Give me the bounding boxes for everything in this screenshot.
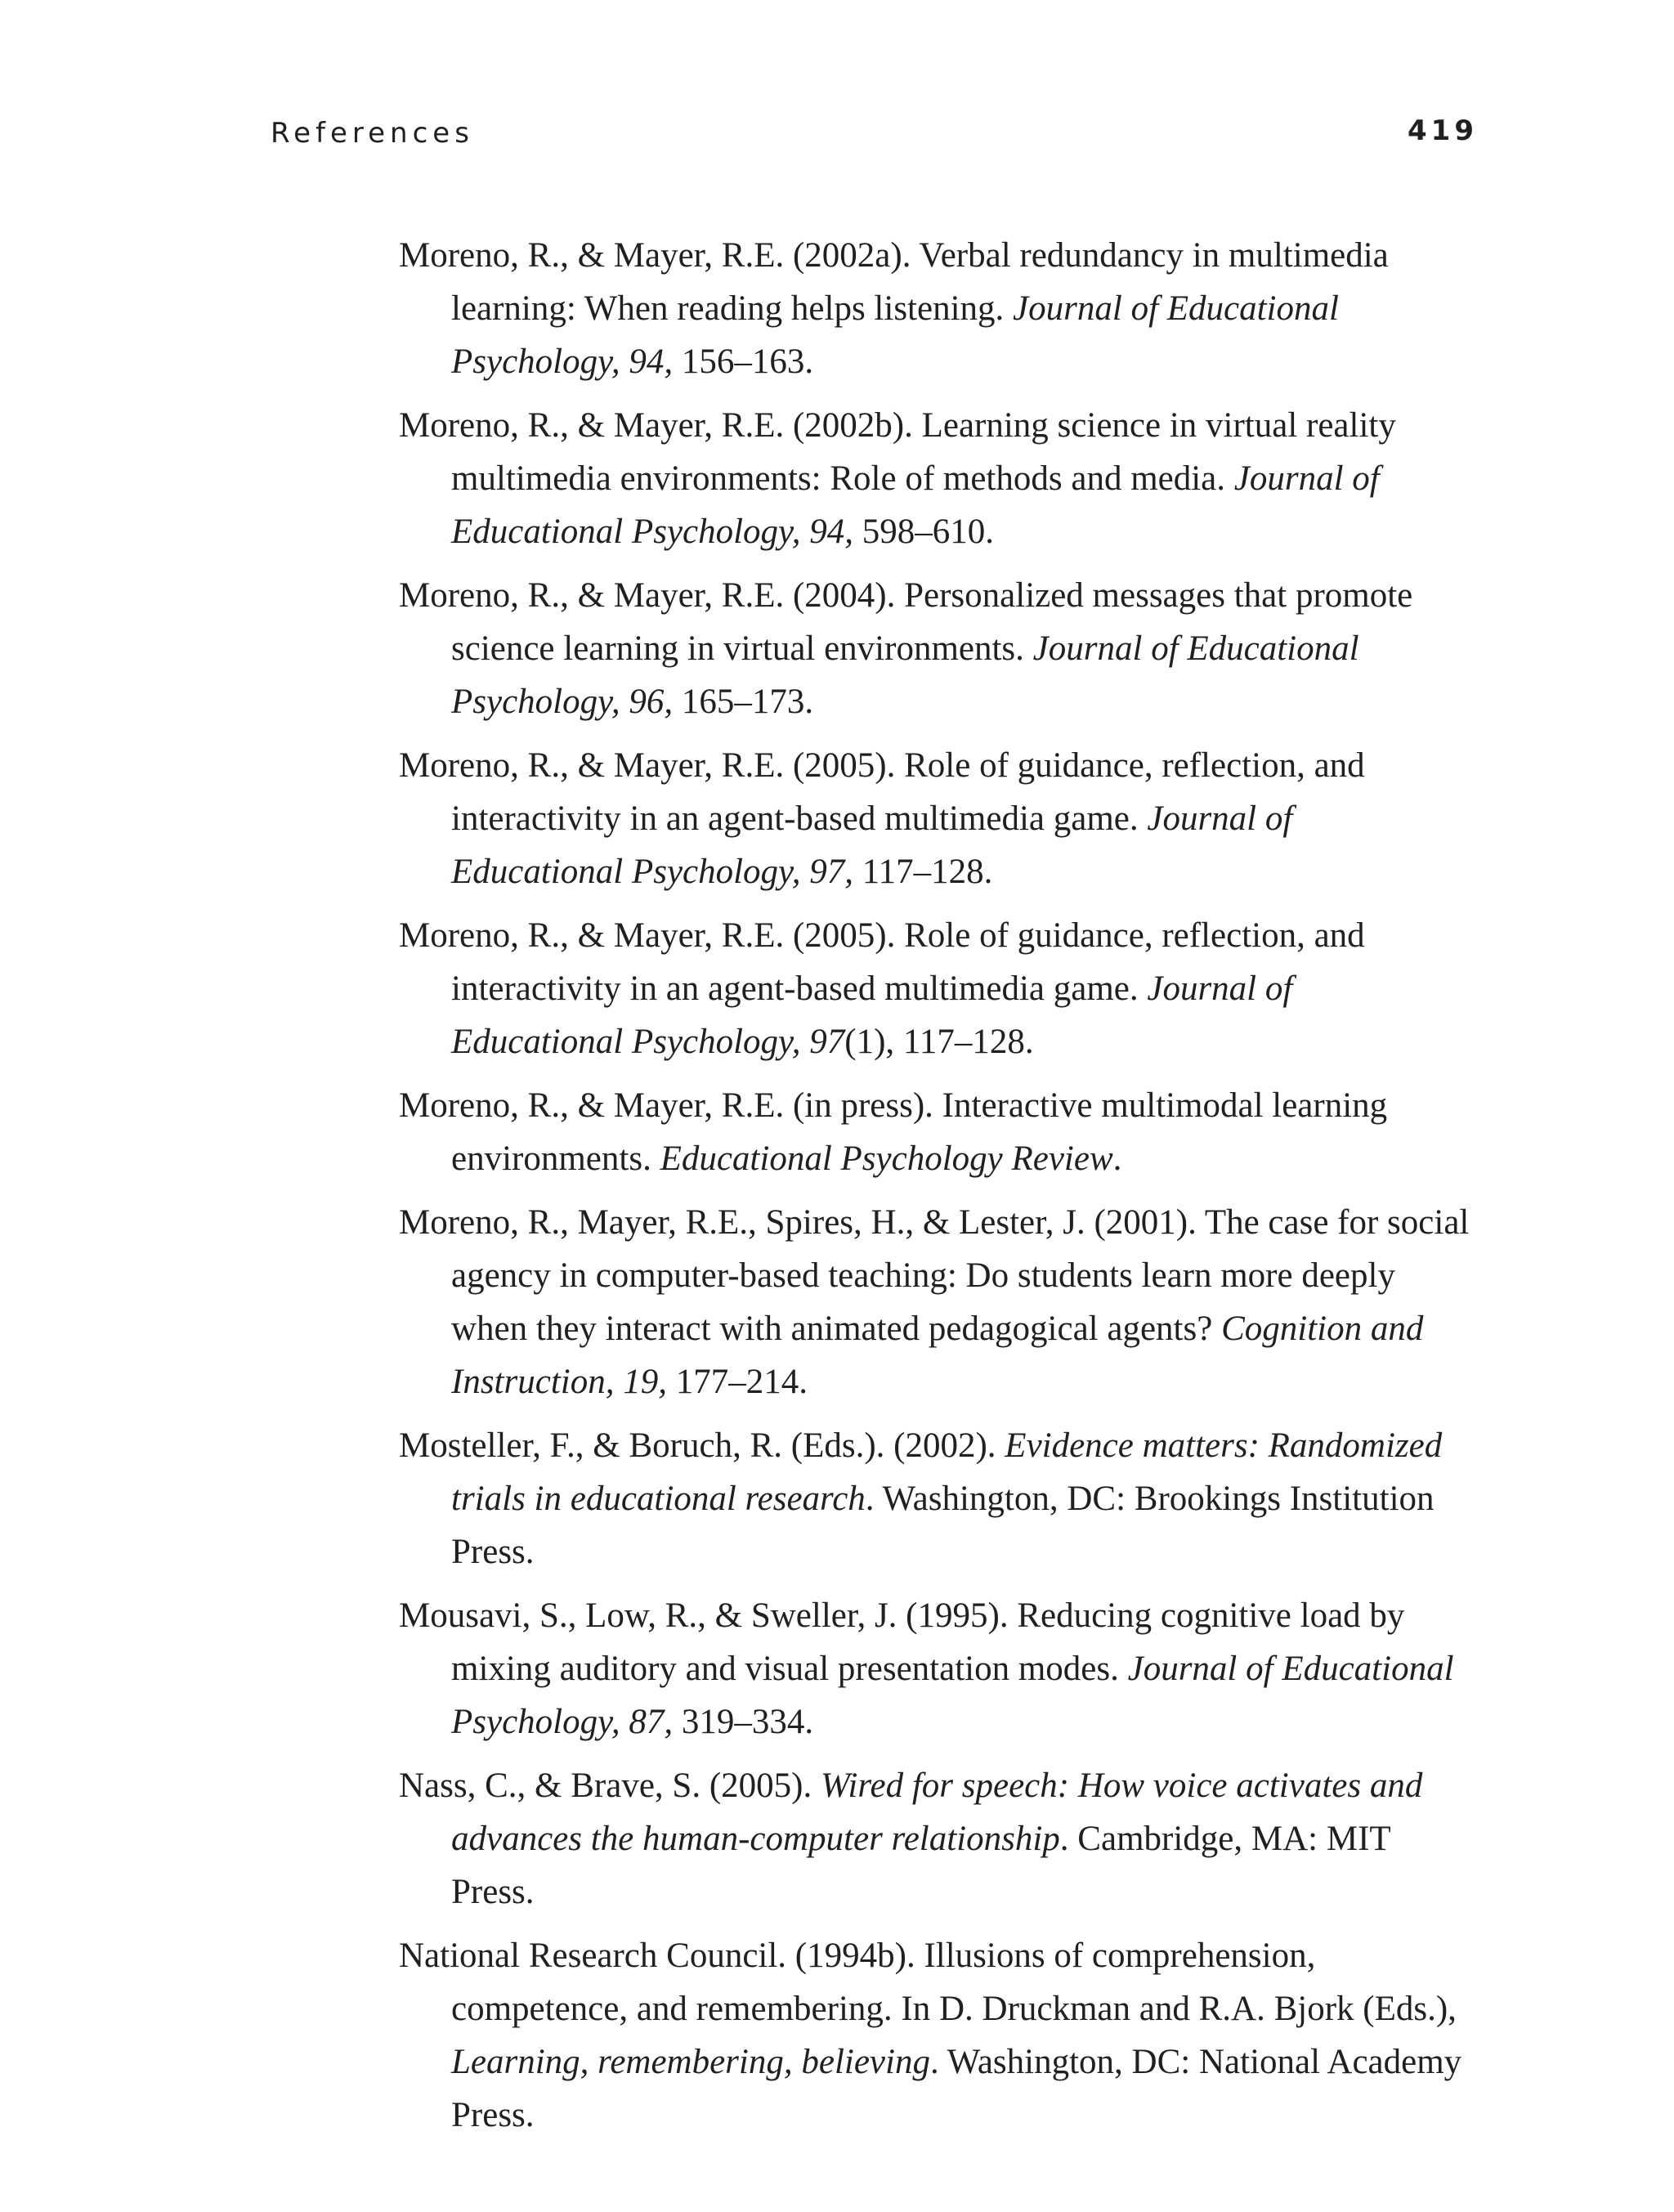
reference-source: Educational Psychology Review (660, 1140, 1113, 1178)
reference-entry (399, 739, 1470, 898)
reference-entry (399, 1759, 1470, 1919)
reference-text: Moreno, R., & Mayer, R.E. (2005). Role of guidance, reflection, and interactivity in an agent-based multimedia game. (399, 916, 1365, 1008)
reference-source: Journal of Educational Psychology, 87, (451, 1650, 1454, 1741)
reference-pages: . (1112, 1140, 1122, 1178)
reference-pages: 177–214. (666, 1363, 808, 1401)
page-number: 419 (1408, 114, 1478, 147)
reference-entry (399, 1196, 1470, 1408)
reference-entry (399, 399, 1470, 558)
reference-text: National Research Council. (1994b). Illusions of comprehension, competence, and remembering. In D. Druckman and R.A. Bjork (Eds.), (399, 1937, 1457, 2028)
reference-pages: 319–334. (673, 1703, 814, 1741)
reference-source: Learning, remembering, believing (451, 2043, 930, 2081)
reference-text: Mousavi, S., Low, R., & Sweller, J. (1995). Reducing cognitive load by mixing auditory and visual presentation modes. (399, 1596, 1405, 1688)
reference-entry (399, 1079, 1470, 1185)
reference-source: Cognition and Instruction, 19, (451, 1310, 1424, 1401)
reference-text: Moreno, R., & Mayer, R.E. (2002b). Learning science in virtual reality multimedia environments: Role of methods and media. (399, 406, 1396, 498)
reference-entry (399, 1589, 1470, 1749)
reference-pages: . Cambridge, MA: MIT Press. (451, 1820, 1390, 1911)
reference-source: Journal of Educational Psychology, 94, (451, 289, 1339, 381)
reference-pages: . Washington, DC: National Academy Press. (451, 2043, 1462, 2134)
reference-text: Moreno, R., & Mayer, R.E. (in press). Interactive multimodal learning environments. (399, 1086, 1388, 1178)
reference-text: Moreno, R., & Mayer, R.E. (2004). Personalized messages that promote science learning in virtual environments. (399, 576, 1413, 668)
reference-pages: 598–610. (853, 513, 995, 551)
reference-text: Mosteller, F., & Boruch, R. (Eds.). (2002). (399, 1426, 1005, 1465)
reference-pages: 165–173. (673, 683, 814, 721)
reference-source: Journal of Educational Psychology, 97, (451, 799, 1293, 891)
reference-source: Journal of Educational Psychology, 97 (451, 969, 1293, 1061)
reference-source: Journal of Educational Psychology, 94, (451, 459, 1380, 551)
reference-text: Moreno, R., & Mayer, R.E. (2005). Role of guidance, reflection, and interactivity in an agent-based multimedia game. (399, 746, 1365, 838)
reference-pages: 117–128. (853, 853, 993, 891)
reference-entry (399, 229, 1470, 388)
reference-text: Moreno, R., & Mayer, R.E. (2002a). Verbal redundancy in multimedia learning: When reading helps listening. (399, 236, 1389, 328)
reference-source: Journal of Educational Psychology, 96, (451, 629, 1359, 721)
running-head: References (271, 117, 474, 150)
reference-entry (399, 1419, 1470, 1578)
reference-entry (399, 1929, 1470, 2142)
reference-source: Evidence matters: Randomized trials in educational research (451, 1426, 1443, 1518)
reference-text: Nass, C., & Brave, S. (2005). (399, 1766, 821, 1805)
reference-entry (399, 569, 1470, 728)
reference-list (399, 229, 1470, 2152)
reference-pages: (1), 117–128. (844, 1023, 1034, 1061)
reference-source: Wired for speech: How voice activates and advances the human-computer relationship (451, 1766, 1423, 1858)
reference-entry (399, 909, 1470, 1068)
reference-pages: . Washington, DC: Brookings Institution Press. (451, 1480, 1435, 1571)
reference-pages: 156–163. (673, 343, 814, 381)
reference-text: Moreno, R., Mayer, R.E., Spires, H., & Lester, J. (2001). The case for social agency in computer-based teaching: Do students learn more deeply when they interact with animated pedagogical agents? (399, 1203, 1470, 1348)
